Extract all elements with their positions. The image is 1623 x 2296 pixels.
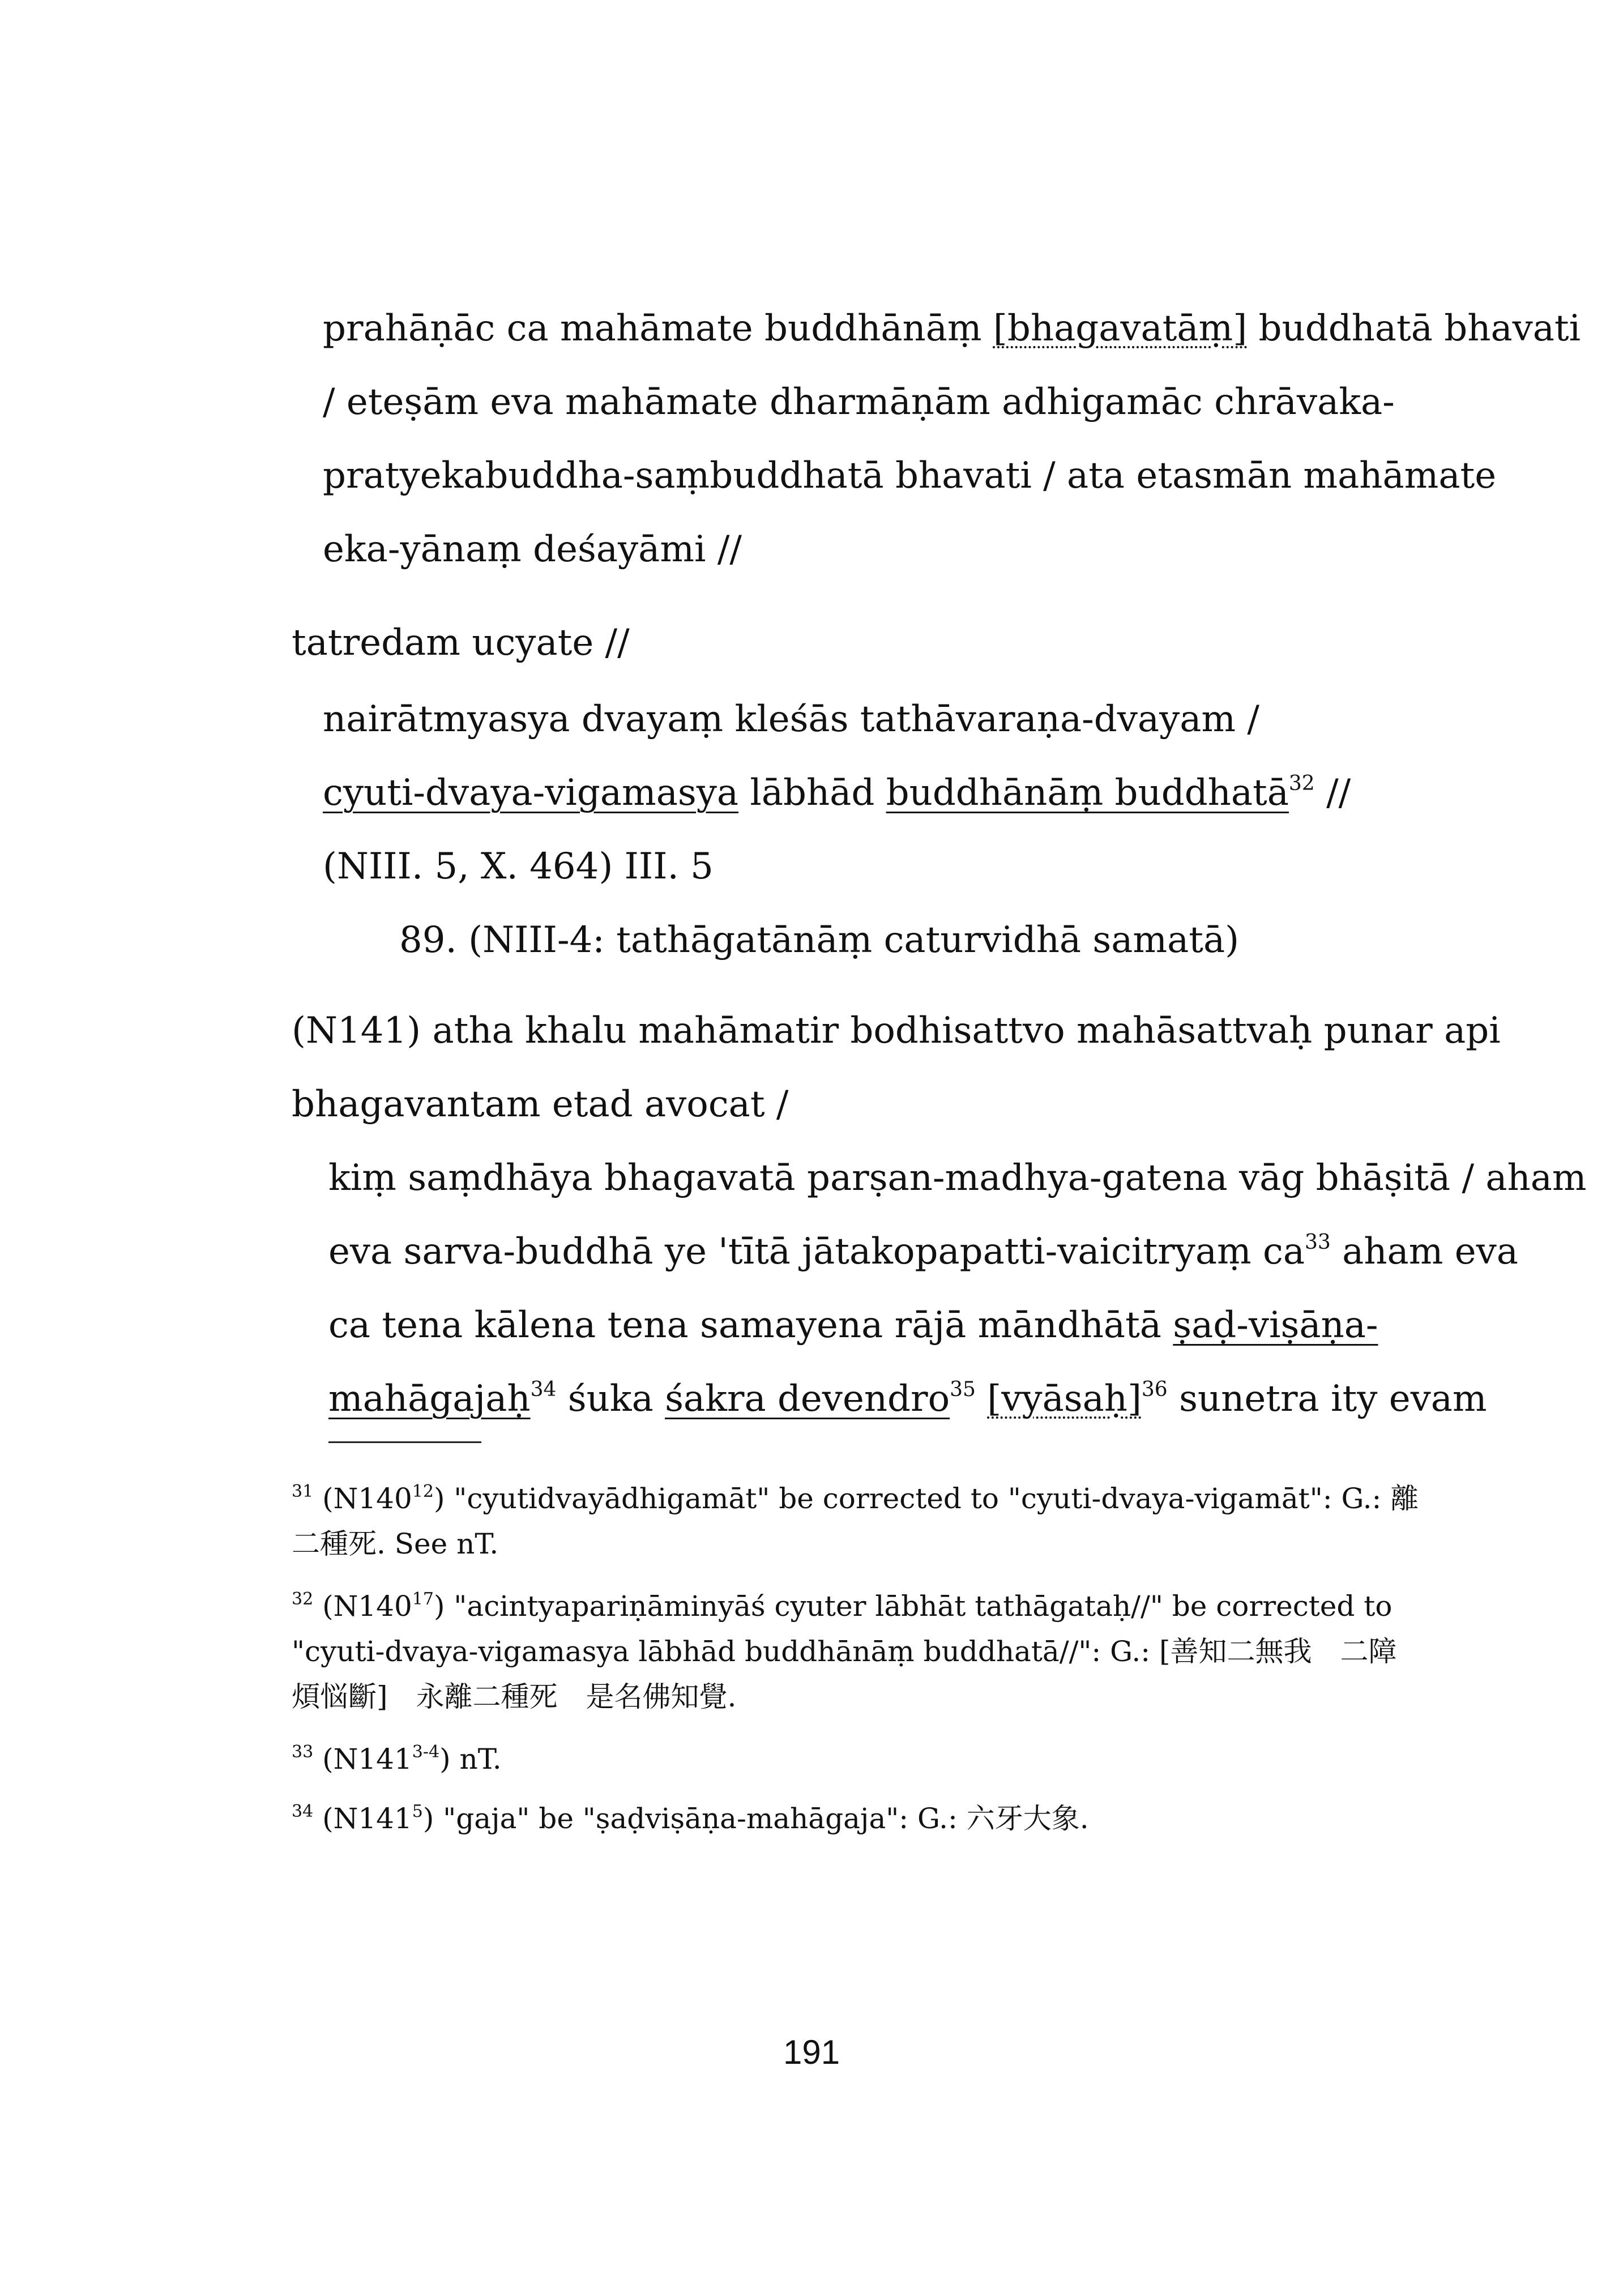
- footnote-ref: 34: [530, 1377, 557, 1401]
- text-line: pratyekabuddha-saṃbuddhatā bhavati / ata etasmān mahāmate: [323, 455, 1497, 497]
- text-line: bhagavantam etad avocat /: [292, 1083, 789, 1125]
- text-line: mahāgajaḥ$^{34}$ śuka śakra devendro$^{35}$ [vyāsaḥ]$^{36}$ sunetra ity evam: [328, 1377, 1487, 1420]
- footnote-ref: 33: [1305, 1230, 1331, 1254]
- footnote-32-cont: 煩悩斷] 永離二種死 是名佛知覺.: [292, 1680, 737, 1713]
- footnote-ref: 35: [950, 1377, 976, 1401]
- bracketed-term: [bhagavatāṃ]: [993, 308, 1248, 349]
- text-line: / eteṣām eva mahāmate dharmāṇām adhigamāc chrāvaka-: [323, 381, 1395, 423]
- text-line: (N141) atha khalu mahāmatir bodhisattvo mahāsattvaḥ punar api: [292, 1010, 1501, 1052]
- section-heading: 89. (NIII-4: tathāgatānāṃ caturvidhā samatā): [399, 919, 1240, 961]
- footnote-ref: 36: [1141, 1377, 1168, 1401]
- verse-line: nairātmyasya dvayaṃ kleśās tathāvaraṇa-dvayam /: [323, 698, 1259, 740]
- footnote-separator: [328, 1441, 481, 1443]
- footnote-32: $^{32}$ $(N140^{17})$ "acintyapariṇāminyāś cyuter lābhāt tathāgataḥ//" be corrected to: [292, 1589, 1393, 1623]
- reference-line: (NIII. 5, X. 464) III. 5: [323, 846, 714, 887]
- footnote-31-cont: 二種死. See nT.: [292, 1527, 499, 1560]
- text-line: tatredam ucyate //: [292, 622, 630, 664]
- footnote-33: $^{33}$ (N141$^{3-4}$) nT.: [292, 1742, 502, 1776]
- verse-line: cyuti-dvaya-vigamasya lābhād buddhānāṃ buddhatā$^{32}$ //: [323, 771, 1351, 814]
- text-line: kiṃ saṃdhāya bhagavatā parṣan-madhya-gatena vāg bhāṣitā / aham: [328, 1157, 1587, 1199]
- footnote-31: $^{31}$ $(N140^{12})$ "cyutidvayādhigamāt" be corrected to "cyuti-dvaya-vigamāt": G.: 離: [292, 1482, 1419, 1515]
- text-line: ca tena kālena tena samayena rājā māndhātā ṣaḍ-viṣāṇa-: [328, 1304, 1378, 1346]
- text-line: prahāṇāc ca mahāmate buddhānāṃ [bhagavatāṃ] buddhatā bhavati: [323, 308, 1581, 349]
- text-line: eka-yānaṃ deśayāmi //: [323, 528, 742, 570]
- page-number: 191: [783, 2033, 840, 2071]
- footnote-ref: 32: [1288, 771, 1315, 795]
- footnote-32-cont: "cyuti-dvaya-vigamasya lābhād buddhānāṃ buddhatā//": G.: [善知二無我 二障: [292, 1635, 1397, 1668]
- footnote-34: $^{34}$ $(N141^5)$ "gaja" be "ṣaḍviṣāṇa-mahāgaja": G.: 六牙大象.: [292, 1802, 1089, 1835]
- text-line: eva sarva-buddhā ye 'tītā jātakopapatti-vaicitryaṃ $ca^{33}$ aham eva: [328, 1230, 1518, 1273]
